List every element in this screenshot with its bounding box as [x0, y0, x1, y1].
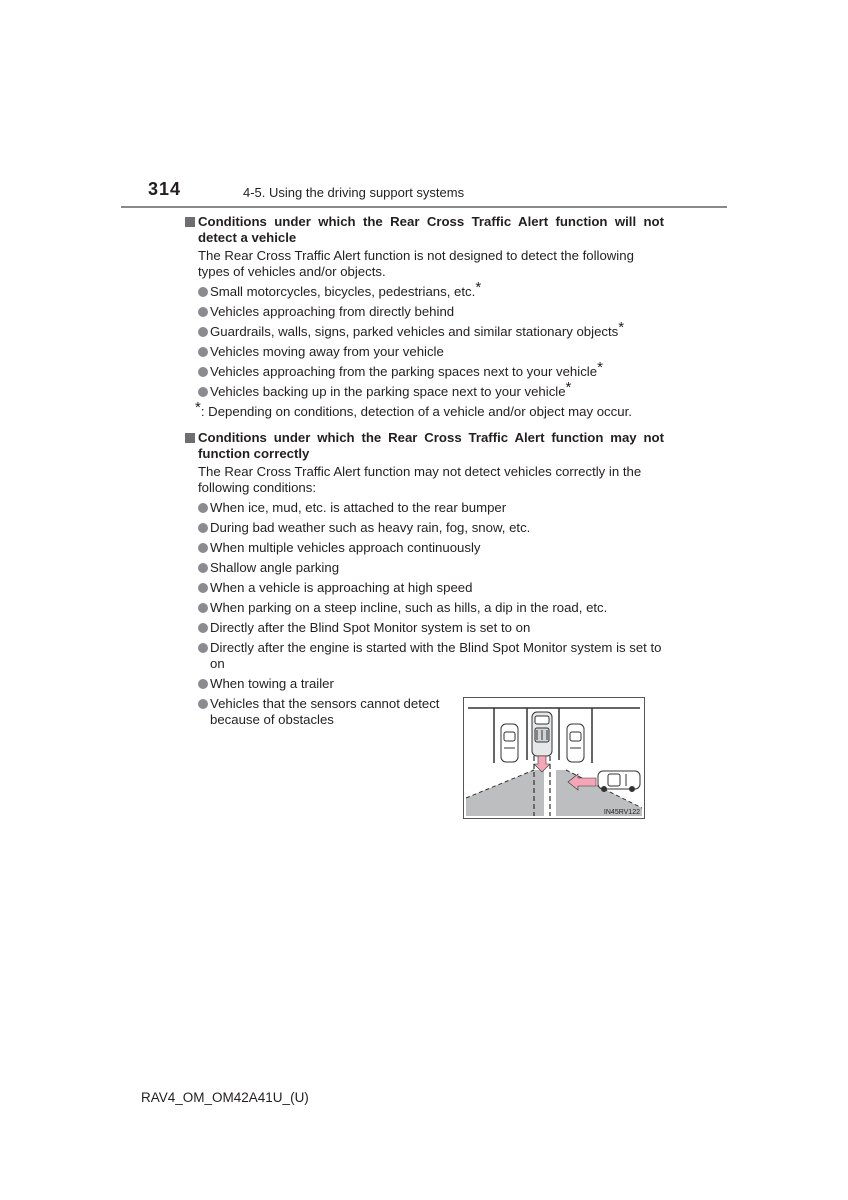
- asterisk-mark: *: [195, 399, 201, 416]
- list-item: [184, 359, 664, 380]
- list-item-text: Vehicles that the sensors cannot detect because of obstacles: [210, 696, 440, 727]
- section1-intro: The Rear Cross Traffic Alert function is not designed to detect the following types of vehicles and/or objects.: [198, 248, 634, 279]
- circle-bullet-icon: [198, 583, 208, 593]
- list-item: [184, 580, 664, 596]
- footnote-text: : Depending on conditions, detection of a vehicle and/or object may occur.: [200, 404, 632, 419]
- circle-bullet-icon: [198, 347, 208, 357]
- list-item: [184, 640, 664, 672]
- circle-bullet-icon: [198, 327, 208, 337]
- list-item-text: During bad weather such as heavy rain, fog, snow, etc.: [210, 520, 531, 535]
- circle-bullet-icon: [198, 679, 208, 689]
- circle-bullet-icon: [198, 643, 208, 653]
- list-item: [184, 560, 664, 576]
- list-item: [184, 620, 664, 636]
- circle-bullet-icon: [198, 699, 208, 709]
- list-item-text: Vehicles moving away from your vehicle: [210, 344, 444, 359]
- figure-code: IN45RV122: [603, 809, 640, 816]
- square-bullet-icon: [185, 217, 195, 227]
- square-bullet-icon: [185, 433, 195, 443]
- list-item: [184, 344, 664, 360]
- list-item: [184, 500, 664, 516]
- list-item-text: When ice, mud, etc. is attached to the rear bumper: [210, 500, 507, 515]
- section1-heading-text: Conditions under which the Rear Cross Traffic Alert function will not detect a vehicle: [198, 214, 664, 245]
- list-item: [184, 379, 664, 400]
- approaching-vehicle-icon: [598, 771, 640, 792]
- list-item-text: Vehicles backing up in the parking space next to your vehicle: [210, 384, 566, 399]
- parking-diagram: [464, 698, 644, 818]
- circle-bullet-icon: [198, 523, 208, 533]
- circle-bullet-icon: [198, 367, 208, 377]
- parked-car-left-icon: [501, 724, 518, 762]
- reverse-arrow-icon: [534, 756, 550, 772]
- section2-heading: [184, 430, 664, 462]
- list-item: [184, 696, 440, 728]
- asterisk-mark: *: [618, 319, 625, 336]
- section-title: 4-5. Using the driving support systems: [243, 185, 465, 200]
- circle-bullet-icon: [198, 563, 208, 573]
- list-item: [184, 540, 664, 556]
- section2-intro: The Rear Cross Traffic Alert function may not detect vehicles correctly in the following conditions:: [198, 464, 642, 495]
- list-item: [184, 676, 664, 692]
- list-item-text: When towing a trailer: [210, 676, 334, 691]
- circle-bullet-icon: [198, 387, 208, 397]
- list-item-text: When parking on a steep incline, such as hills, a dip in the road, etc.: [210, 600, 608, 615]
- list-item-text: Directly after the Blind Spot Monitor system is set to on: [210, 620, 531, 635]
- parking-illustration: [463, 697, 645, 819]
- own-vehicle-icon: [532, 712, 552, 756]
- list-item: [184, 520, 664, 536]
- parked-car-right-icon: [567, 724, 584, 762]
- list-item-text: When a vehicle is approaching at high speed: [210, 580, 473, 595]
- list-item: [184, 600, 664, 616]
- circle-bullet-icon: [198, 287, 208, 297]
- list-item-text: Small motorcycles, bicycles, pedestrians, etc.: [210, 284, 476, 299]
- asterisk-mark: *: [565, 379, 572, 396]
- asterisk-mark: *: [475, 279, 482, 296]
- circle-bullet-icon: [198, 603, 208, 613]
- list-item: [184, 319, 664, 340]
- left-detection-zone: [466, 770, 544, 816]
- list-item-text: Shallow angle parking: [210, 560, 340, 575]
- list-item: [184, 279, 664, 300]
- header-rule: [121, 206, 727, 208]
- circle-bullet-icon: [198, 623, 208, 633]
- circle-bullet-icon: [198, 543, 208, 553]
- section2-heading-text: Conditions under which the Rear Cross Traffic Alert function may not function correctly: [198, 430, 664, 461]
- document-id: RAV4_OM_OM42A41U_(U): [141, 1090, 309, 1105]
- list-item-text: Vehicles approaching from the parking spaces next to your vehicle: [210, 364, 598, 379]
- list-item-text: When multiple vehicles approach continuously: [210, 540, 481, 555]
- circle-bullet-icon: [198, 307, 208, 317]
- footnote: [184, 399, 664, 420]
- list-item-text: Directly after the engine is started with the Blind Spot Monitor system is set to on: [210, 640, 662, 671]
- main-content: [184, 214, 664, 728]
- page-number: 314: [148, 179, 182, 199]
- list-item-text: Guardrails, walls, signs, parked vehicles and similar stationary objects: [210, 324, 619, 339]
- circle-bullet-icon: [198, 503, 208, 513]
- list-item-text: Vehicles approaching from directly behind: [210, 304, 455, 319]
- list-item: [184, 304, 664, 320]
- asterisk-mark: *: [597, 359, 603, 376]
- section1-heading: [184, 214, 664, 246]
